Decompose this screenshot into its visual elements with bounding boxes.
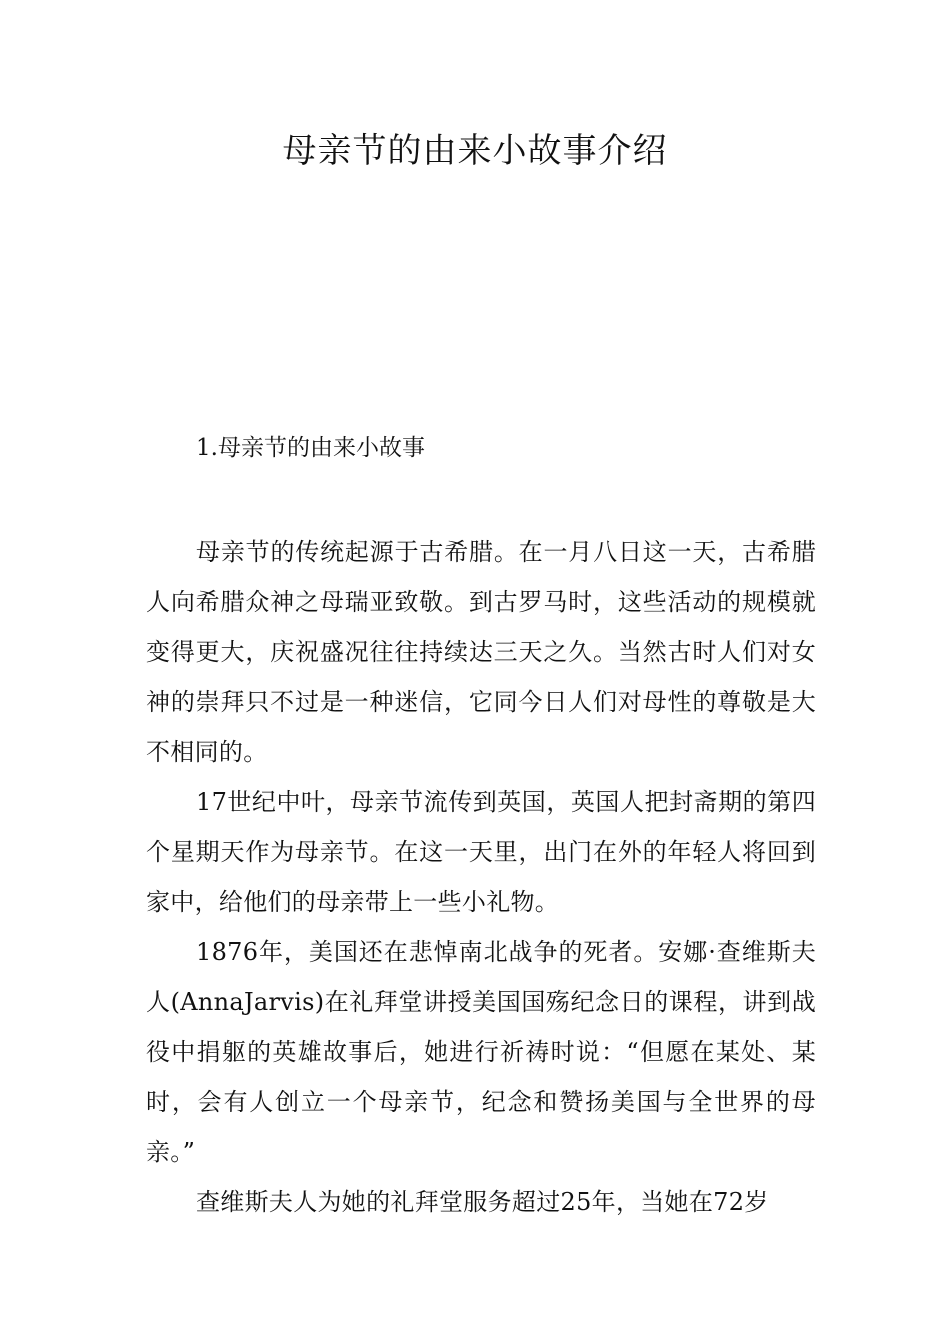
section-heading: 1.母亲节的由来小故事 [196, 435, 425, 461]
paragraph-4: 查维斯夫人为她的礼拜堂服务超过25年，当她在72岁 [196, 1188, 769, 1216]
document-body [146, 527, 816, 1227]
document-title: 母亲节的由来小故事介绍 [282, 131, 668, 171]
paragraph-1: 母亲节的传统起源于古希腊。在一月八日这一天，古希腊人向希腊众神之母瑞亚致敬。到古罗马时，这些活动的规模就变得更大，庆祝盛况往往持续达三天之久。当然古时人们对女神的崇拜只不过是一种迷信，它同今日人们对母性的尊敬是大不相同的。 [146, 538, 816, 766]
paragraph-3: 1876年，美国还在悲悼南北战争的死者。安娜·查维斯夫人(AnnaJarvis)在礼拜堂讲授美国国殇纪念日的课程，讲到战役中捐躯的英雄故事后，她进行祈祷时说：“但愿在某处、某时，会有人创立一个母亲节，纪念和赞扬美国与全世界的母亲。” [146, 938, 816, 1166]
paragraph-2: 17世纪中叶，母亲节流传到英国，英国人把封斋期的第四个星期天作为母亲节。在这一天里，出门在外的年轻人将回到家中，给他们的母亲带上一些小礼物。 [146, 788, 816, 916]
